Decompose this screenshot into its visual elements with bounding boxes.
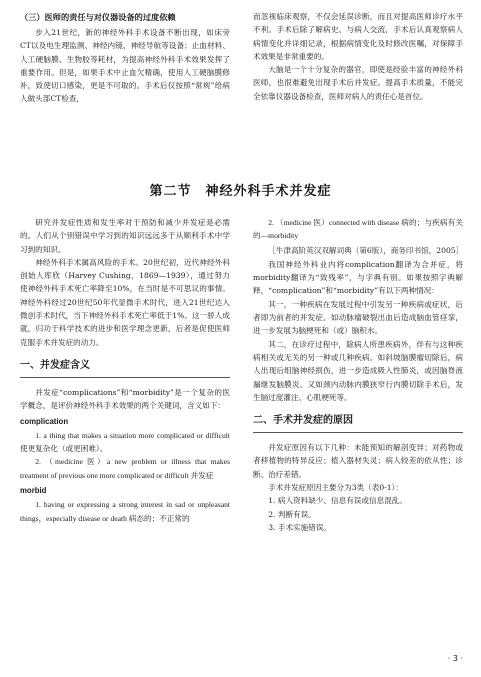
list-item: 3. 手术实施错误。 — [268, 522, 332, 532]
definition: 2. （medicine 医）a new problem or illness that makes treatment of previous one more complicated or difficult 并发症 — [20, 457, 230, 480]
definition: 1. a thing that makes a situation more complicated or difficult 使更复杂化（或更困难）。 — [20, 430, 230, 454]
heading-rule — [20, 377, 230, 378]
subheading: （三）医师的责任与对仪器设备的过度依赖 — [20, 12, 176, 22]
paragraph: 我国神经外科业内将complication翻译为合并症，将morbidity翻译为“致残率”，与字典有别。如果按照字典解释，“complication”和“morbidity”有以下两种情况： — [253, 259, 463, 296]
left-column-top — [20, 10, 230, 106]
paragraph: 手术并发症原因主要分为3类（表0-1）： — [268, 483, 403, 493]
paragraph: 其一，一种疾病在发展过程中引发另一种疾病或症状，后者即为前者的并发症。如动脉瘤破裂出血后造成脑血管痉挛，进一步发展为脑梗死和（或）脑积水。 — [253, 299, 463, 336]
list-item: 1. 病人资料缺少、信息有误或信息混乱。 — [268, 496, 407, 506]
left-column-bottom — [20, 216, 230, 525]
paragraph: 神经外科手术属高风险的手术。20世纪初，近代神经外科创始人库欣（Harvey Cushing，1869—1939），通过努力使神经外科手术死亡率降至10%，在当时是不可思议的事情。神经外科经过20世纪50年代显微手术时代，进入21世纪达入微创手术时代，当下神经外科手术死亡率低于1%。这一骄人成就，归功于科学技术的进步和医学理念更新，后者是促使医师克服手术并发症的动力。 — [20, 257, 230, 347]
term-morbid: morbid — [20, 486, 47, 496]
paragraph: 并发症“complications”和“morbidity”是一个复杂的医学概念，是评价神经外科手术效果的两个关键词，含义如下： — [20, 387, 230, 411]
paragraph: 而忽视临床观察，不仅会延误诊断，而且对提高医师诊疗水平不利。手术后除了解病史、与病人交流，手术后认真观察病人病情变化并详细记录，根据病情变化及时修改医嘱，对保障手术效果是非常重要的。 — [253, 12, 463, 61]
heading-rule — [253, 432, 463, 433]
right-column-top — [253, 10, 463, 103]
paragraph: 步入21世纪，新的神经外科手术设备不断出现，如床旁CT以及电生理监测、神经内镜、神经导航等设备；止血材料、人工硬脑膜、生物胶等耗材，为提高神经外科手术效果发挥了重要作用。但是，如果手术中止血欠精确，使用人工硬脑膜修补，致使切口感染，更是不可取的。手术后仅按照“常规”给病人做头部CT检查， — [20, 28, 230, 104]
right-column-bottom — [253, 216, 463, 534]
list-item: 2. 判断有误。 — [268, 509, 316, 519]
section-title: 第二节 神经外科手术并发症 — [149, 184, 332, 199]
definition: 1. having or expressing a strong interest in sad or unpleasant things，especially disease or death 病态的；不正常的 — [20, 500, 230, 523]
page-number: · 3 · — [447, 654, 463, 663]
paragraph: 并发症原因有以下几种：未能预知的解剖变异；对药物或者移植物的特异反应；植入器材失灵；病人较差的依从性；诊断、治疗差错。 — [253, 443, 463, 479]
paragraph: 大脑是一个十分复杂的器官，即使是经验丰富的神经外科医师，也很难避免出现手术后并发症。提高手术质量，不能完全依靠仪器设备检查，医师对病人的责任心是首位。 — [253, 65, 463, 101]
citation: ［牛津高阶英汉双解词典（第6版），商务印书馆，2005］ — [268, 245, 464, 255]
paragraph: 研究并发症性质和发生率对于预防和减少并发症是必需的。人们从个别错误中学习到的知识远远多于从顺利手术中学习到的知识。 — [20, 218, 230, 254]
term-complication: complication — [20, 416, 69, 426]
paragraph: 其二，在诊疗过程中，除病人所患疾病外，伴有与这种疾病相关或无关的另一种或几种疾病。如斜坡脑膜瘤切除后，病人出现后组脑神经损伤，进一步造成吸入性肺炎，或因脑脊液漏继发脑膜炎。又如颈内动脉内膜狭窄行内膜切除手术后，发生脑过度灌注、心肌梗死等。 — [253, 339, 463, 402]
heading-causes: 二、手术并发症的原因 — [253, 415, 353, 427]
definition: 2. （medicine 医）connected with disease 病的；与疾病有关的—morbidity — [253, 218, 463, 241]
heading-definition: 一、并发症含义 — [20, 359, 90, 371]
